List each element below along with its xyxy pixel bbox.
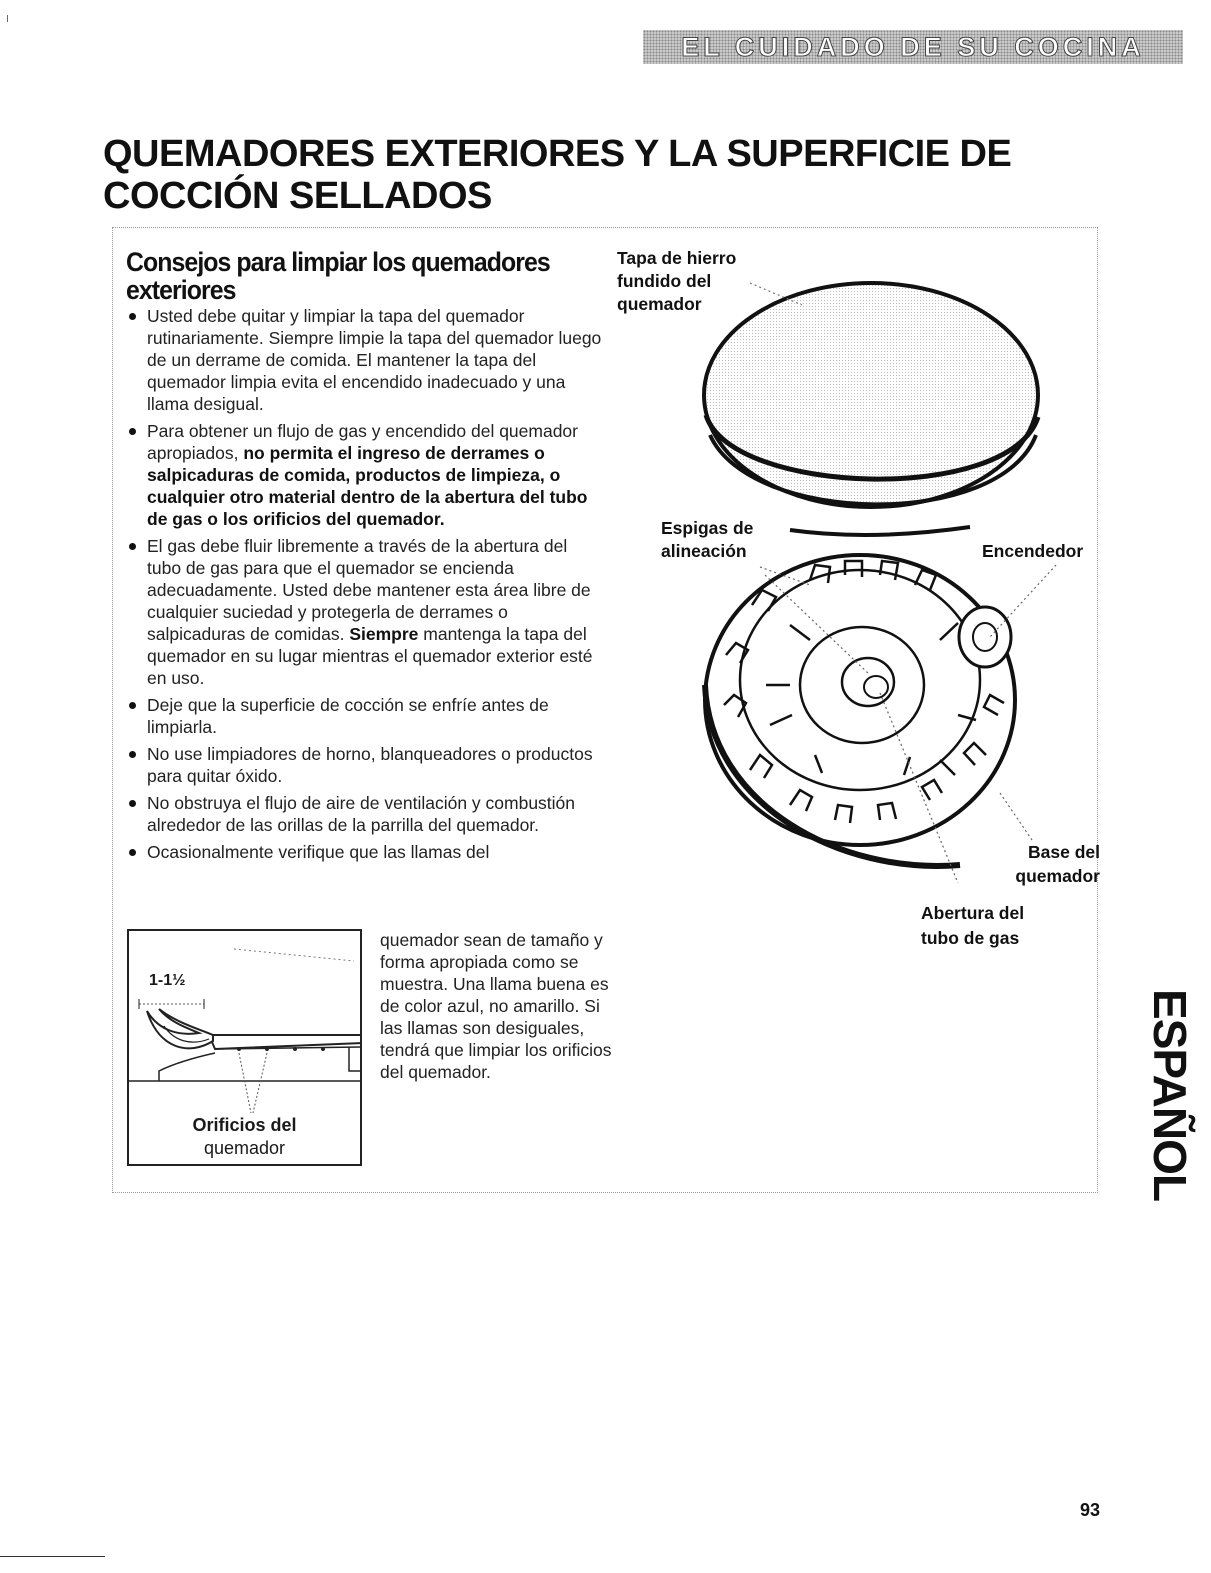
corner-mark — [7, 15, 8, 22]
flame-figure — [127, 929, 362, 1166]
alignment-pins-label: Espigas de alineación — [661, 518, 754, 561]
tips-heading: Consejos para limpiar los quemadores exteriores — [126, 247, 550, 305]
page-title-line1: QUEMADORES EXTERIORES Y LA SUPERFICIE DE — [103, 133, 1012, 175]
igniter-label: Encendedor — [982, 541, 1084, 561]
footer-rule — [0, 1556, 105, 1557]
flame-caption-line2: quemador — [203, 1138, 286, 1158]
page-number: 93 — [1080, 1500, 1101, 1520]
tips-list — [126, 305, 606, 868]
language-tab-label: ESPAÑOL — [1144, 989, 1197, 1201]
language-tab — [1140, 975, 1200, 1215]
burner-base-label: Base del quemador — [1015, 842, 1100, 886]
list-item — [126, 792, 606, 836]
list-item — [126, 743, 606, 787]
list-item — [126, 535, 606, 689]
flame-caption — [129, 1114, 360, 1160]
tip-text: Usted debe quitar y limpiar la tapa del quemador rutinariamente. Siempre limpie la tapa del quemador luego de un derrame de comida. El mantener la tapa del quemador limpia evita el encendido inadecuado y una llama desigual. — [147, 306, 602, 414]
tip-text: No obstruya el flujo de aire de ventilación y combustión alrededor de las orillas de la parrilla del quemador. — [147, 793, 576, 835]
burner-diagram — [640, 245, 1100, 895]
gas-tube-opening-label: Abertura del tubo de gas — [921, 903, 1025, 948]
flame-caption-line1: Orificios del — [192, 1115, 297, 1135]
page-title — [103, 133, 1011, 217]
list-item — [126, 305, 606, 415]
tip-text: Deje que la superficie de cocción se enfríe antes de limpiarla. — [147, 695, 549, 737]
section-header-bar — [643, 30, 1183, 64]
section-title: EL CUIDADO DE SU COCINA — [681, 31, 1145, 62]
tip-text: No use limpiadores de horno, blanqueadores o productos para quitar óxido. — [147, 744, 593, 786]
tip-emphasis: Siempre — [349, 624, 419, 644]
flame-dimension-label: 1-1½ — [149, 972, 186, 989]
tip-text: mantenga la tapa del quemador en su lugar mientras el quemador exterior esté en uso. — [147, 624, 593, 688]
tip-text: El gas debe fluir libremente a través de la abertura del tubo de gas para que el quemador se encienda adecuadamente. Usted debe mantener esta área libre de cualquier suciedad y protegerla de derrames o salpicaduras de comidas. — [147, 536, 591, 644]
tip-warning: no permita el ingreso de derrames o salpicaduras de comida, productos de limpieza, o cualquier otro material dentro de la abertura del tubo de gas o los orificios del quemador. — [147, 443, 588, 529]
tip-text-continued: quemador sean de tamaño y forma apropiada como se muestra. Una llama buena es de color azul, no amarillo. Si las llamas son desiguales, tendrá que limpiar los orificios del quemador. — [380, 930, 612, 1082]
tip-text: Para obtener un flujo de gas y encendido del quemador apropiados, — [147, 421, 578, 463]
page-title-line2: COCCIÓN SELLADOS — [103, 175, 492, 217]
tip-text: Ocasionalmente verifique que las llamas del — [147, 842, 490, 862]
list-item — [126, 841, 607, 863]
burner-cap-label: Tapa de hierro fundido del quemador — [617, 248, 737, 314]
list-item — [126, 420, 606, 530]
list-item — [126, 694, 606, 738]
